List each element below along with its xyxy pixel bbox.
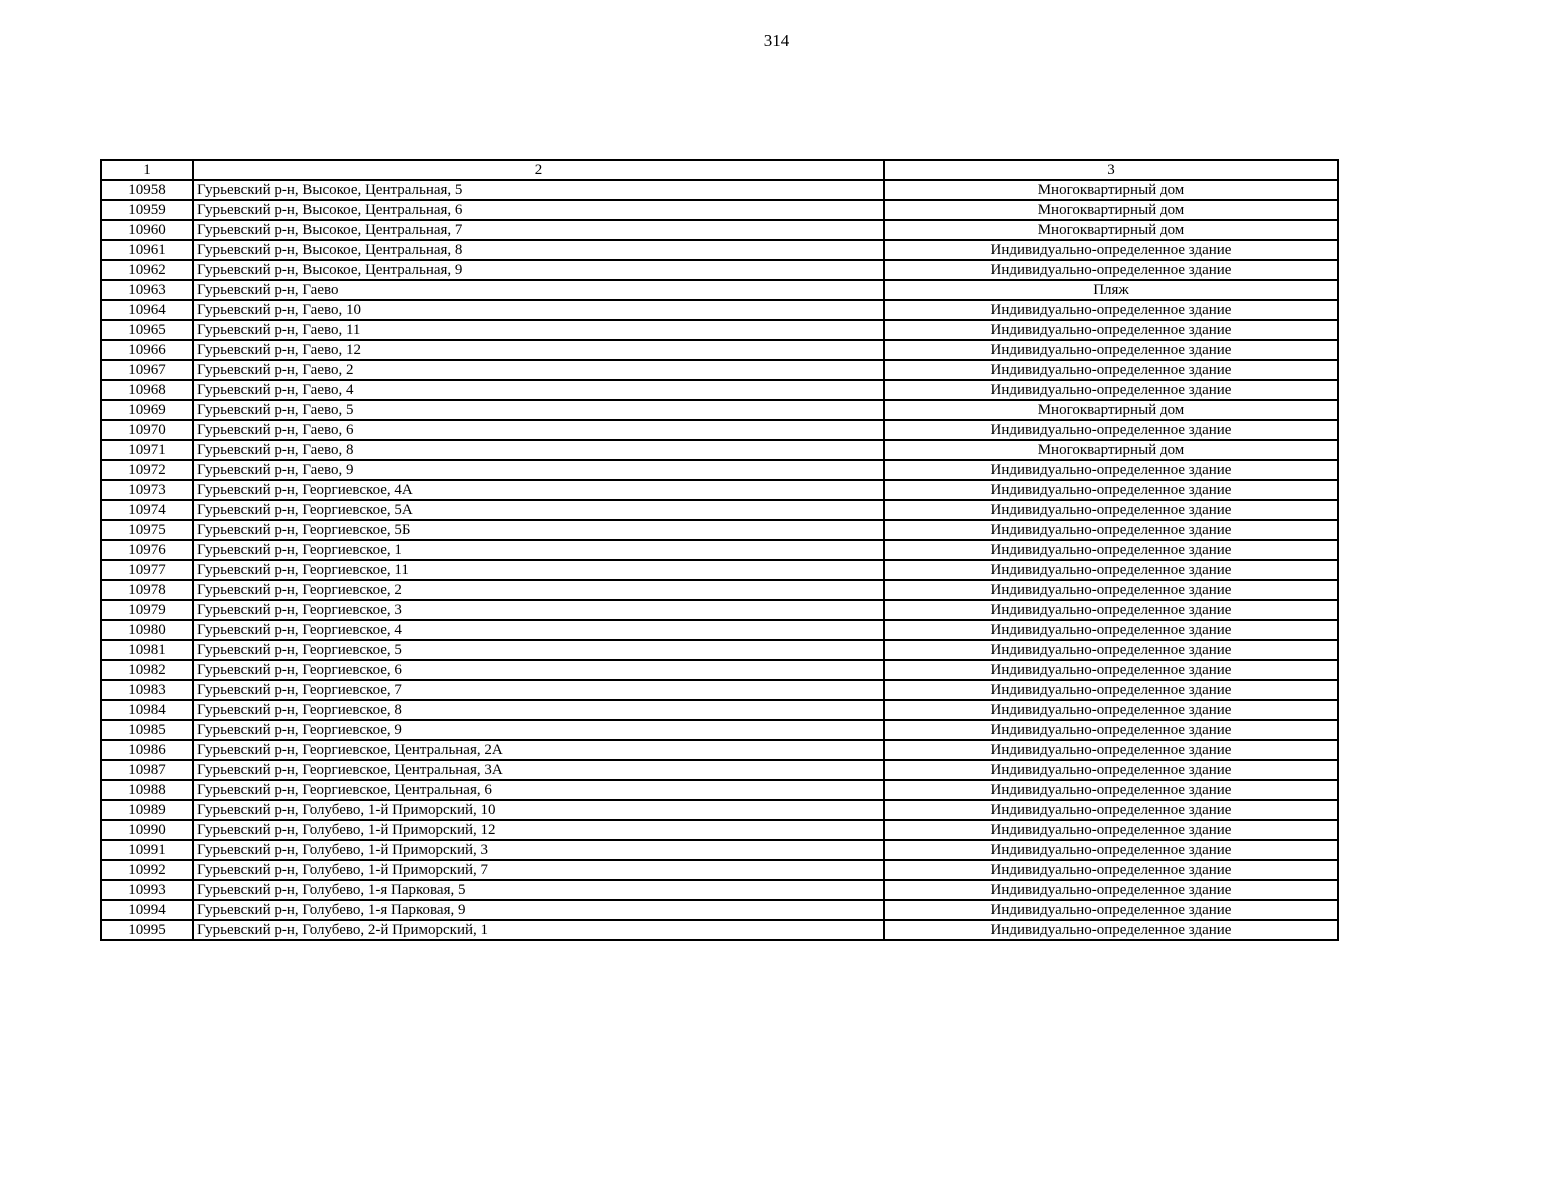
table-row: [101, 740, 1338, 760]
table-header-row: [101, 160, 1338, 180]
table-row: [101, 820, 1338, 840]
table-row: [101, 900, 1338, 920]
row-address-cell: Гурьевский р-н, Гаево, 12: [193, 340, 884, 360]
row-type-cell: Индивидуально-определенное здание: [884, 460, 1338, 480]
row-type-cell: Индивидуально-определенное здание: [884, 780, 1338, 800]
table-row: [101, 540, 1338, 560]
row-type-cell: Индивидуально-определенное здание: [884, 560, 1338, 580]
row-type-cell: Индивидуально-определенное здание: [884, 320, 1338, 340]
row-type-cell: Индивидуально-определенное здание: [884, 620, 1338, 640]
row-address-cell: Гурьевский р-н, Гаево, 6: [193, 420, 884, 440]
row-id-cell: 10968: [101, 380, 193, 400]
row-address-cell: Гурьевский р-н, Георгиевское, 6: [193, 660, 884, 680]
row-id-cell: 10990: [101, 820, 193, 840]
row-id-cell: 10972: [101, 460, 193, 480]
row-address-cell: Гурьевский р-н, Георгиевское, 4А: [193, 480, 884, 500]
row-address-cell: Гурьевский р-н, Георгиевское, 7: [193, 680, 884, 700]
table-row: [101, 560, 1338, 580]
table-row: [101, 880, 1338, 900]
row-type-cell: Индивидуально-определенное здание: [884, 240, 1338, 260]
row-address-cell: Гурьевский р-н, Высокое, Центральная, 8: [193, 240, 884, 260]
row-address-cell: Гурьевский р-н, Гаево, 9: [193, 460, 884, 480]
table-row: [101, 860, 1338, 880]
row-address-cell: Гурьевский р-н, Голубево, 1-й Приморский, 10: [193, 800, 884, 820]
row-type-cell: Индивидуально-определенное здание: [884, 660, 1338, 680]
row-id-cell: 10964: [101, 300, 193, 320]
header-col-2: 2: [193, 160, 884, 180]
table-row: [101, 280, 1338, 300]
row-type-cell: Индивидуально-определенное здание: [884, 420, 1338, 440]
row-id-cell: 10961: [101, 240, 193, 260]
row-id-cell: 10967: [101, 360, 193, 380]
row-id-cell: 10977: [101, 560, 193, 580]
row-id-cell: 10971: [101, 440, 193, 460]
row-id-cell: 10975: [101, 520, 193, 540]
table-row: [101, 360, 1338, 380]
row-address-cell: Гурьевский р-н, Гаево, 5: [193, 400, 884, 420]
row-id-cell: 10987: [101, 760, 193, 780]
row-id-cell: 10983: [101, 680, 193, 700]
row-id-cell: 10970: [101, 420, 193, 440]
row-address-cell: Гурьевский р-н, Высокое, Центральная, 9: [193, 260, 884, 280]
table-row: [101, 840, 1338, 860]
row-address-cell: Гурьевский р-н, Георгиевское, 2: [193, 580, 884, 600]
row-id-cell: 10984: [101, 700, 193, 720]
table-row: [101, 260, 1338, 280]
table-row: [101, 340, 1338, 360]
row-type-cell: Индивидуально-определенное здание: [884, 720, 1338, 740]
row-type-cell: Индивидуально-определенное здание: [884, 640, 1338, 660]
table-row: [101, 380, 1338, 400]
row-address-cell: Гурьевский р-н, Гаево, 11: [193, 320, 884, 340]
row-address-cell: Гурьевский р-н, Георгиевское, 8: [193, 700, 884, 720]
table-row: [101, 700, 1338, 720]
row-address-cell: Гурьевский р-н, Георгиевское, 5: [193, 640, 884, 660]
row-id-cell: 10989: [101, 800, 193, 820]
row-type-cell: Многоквартирный дом: [884, 400, 1338, 420]
row-type-cell: Индивидуально-определенное здание: [884, 680, 1338, 700]
row-id-cell: 10993: [101, 880, 193, 900]
row-type-cell: Индивидуально-определенное здание: [884, 360, 1338, 380]
table-row: [101, 720, 1338, 740]
row-id-cell: 10969: [101, 400, 193, 420]
table-row: [101, 300, 1338, 320]
row-id-cell: 10959: [101, 200, 193, 220]
row-type-cell: Индивидуально-определенное здание: [884, 880, 1338, 900]
row-address-cell: Гурьевский р-н, Гаево: [193, 280, 884, 300]
row-type-cell: Многоквартирный дом: [884, 200, 1338, 220]
row-type-cell: Индивидуально-определенное здание: [884, 740, 1338, 760]
row-id-cell: 10992: [101, 860, 193, 880]
table-row: [101, 400, 1338, 420]
row-type-cell: Индивидуально-определенное здание: [884, 760, 1338, 780]
table-row: [101, 580, 1338, 600]
table-row: [101, 480, 1338, 500]
row-type-cell: Индивидуально-определенное здание: [884, 300, 1338, 320]
table-row: [101, 220, 1338, 240]
table-row: [101, 760, 1338, 780]
row-address-cell: Гурьевский р-н, Голубево, 1-й Приморский, 7: [193, 860, 884, 880]
row-type-cell: Индивидуально-определенное здание: [884, 900, 1338, 920]
row-type-cell: Индивидуально-определенное здание: [884, 860, 1338, 880]
registry-table: [100, 159, 1339, 941]
row-id-cell: 10965: [101, 320, 193, 340]
row-address-cell: Гурьевский р-н, Георгиевское, 9: [193, 720, 884, 740]
row-type-cell: Индивидуально-определенное здание: [884, 540, 1338, 560]
row-address-cell: Гурьевский р-н, Голубево, 1-я Парковая, 5: [193, 880, 884, 900]
row-type-cell: Индивидуально-определенное здание: [884, 260, 1338, 280]
row-address-cell: Гурьевский р-н, Голубево, 1-й Приморский, 12: [193, 820, 884, 840]
row-address-cell: Гурьевский р-н, Георгиевское, 5А: [193, 500, 884, 520]
row-id-cell: 10985: [101, 720, 193, 740]
row-id-cell: 10962: [101, 260, 193, 280]
row-address-cell: Гурьевский р-н, Георгиевское, 3: [193, 600, 884, 620]
row-id-cell: 10982: [101, 660, 193, 680]
row-id-cell: 10991: [101, 840, 193, 860]
row-address-cell: Гурьевский р-н, Высокое, Центральная, 6: [193, 200, 884, 220]
row-address-cell: Гурьевский р-н, Гаево, 8: [193, 440, 884, 460]
row-address-cell: Гурьевский р-н, Георгиевское, Центральная, 3А: [193, 760, 884, 780]
table-row: [101, 320, 1338, 340]
row-address-cell: Гурьевский р-н, Георгиевское, 4: [193, 620, 884, 640]
row-type-cell: Индивидуально-определенное здание: [884, 820, 1338, 840]
table-row: [101, 800, 1338, 820]
row-type-cell: Индивидуально-определенное здание: [884, 380, 1338, 400]
row-address-cell: Гурьевский р-н, Голубево, 2-й Приморский, 1: [193, 920, 884, 940]
row-type-cell: Индивидуально-определенное здание: [884, 800, 1338, 820]
table-row: [101, 620, 1338, 640]
row-id-cell: 10974: [101, 500, 193, 520]
row-id-cell: 10980: [101, 620, 193, 640]
row-id-cell: 10973: [101, 480, 193, 500]
row-id-cell: 10981: [101, 640, 193, 660]
table-row: [101, 640, 1338, 660]
row-address-cell: Гурьевский р-н, Гаево, 2: [193, 360, 884, 380]
table-row: [101, 180, 1338, 200]
row-address-cell: Гурьевский р-н, Георгиевское, Центральная, 6: [193, 780, 884, 800]
table-row: [101, 460, 1338, 480]
row-address-cell: Гурьевский р-н, Высокое, Центральная, 7: [193, 220, 884, 240]
row-type-cell: Индивидуально-определенное здание: [884, 340, 1338, 360]
table-row: [101, 680, 1338, 700]
row-address-cell: Гурьевский р-н, Гаево, 4: [193, 380, 884, 400]
row-type-cell: Индивидуально-определенное здание: [884, 520, 1338, 540]
header-col-3: 3: [884, 160, 1338, 180]
row-type-cell: Многоквартирный дом: [884, 180, 1338, 200]
row-address-cell: Гурьевский р-н, Георгиевское, 1: [193, 540, 884, 560]
row-id-cell: 10963: [101, 280, 193, 300]
row-id-cell: 10958: [101, 180, 193, 200]
row-address-cell: Гурьевский р-н, Голубево, 1-й Приморский, 3: [193, 840, 884, 860]
table-row: [101, 240, 1338, 260]
row-id-cell: 10966: [101, 340, 193, 360]
row-id-cell: 10995: [101, 920, 193, 940]
table-row: [101, 200, 1338, 220]
table-row: [101, 500, 1338, 520]
row-id-cell: 10986: [101, 740, 193, 760]
row-id-cell: 10988: [101, 780, 193, 800]
table-row: [101, 660, 1338, 680]
row-address-cell: Гурьевский р-н, Высокое, Центральная, 5: [193, 180, 884, 200]
table-row: [101, 520, 1338, 540]
table-row: [101, 600, 1338, 620]
table-row: [101, 420, 1338, 440]
row-type-cell: Индивидуально-определенное здание: [884, 580, 1338, 600]
row-type-cell: Индивидуально-определенное здание: [884, 840, 1338, 860]
row-id-cell: 10976: [101, 540, 193, 560]
table-body: [101, 180, 1338, 940]
row-address-cell: Гурьевский р-н, Голубево, 1-я Парковая, 9: [193, 900, 884, 920]
row-type-cell: Индивидуально-определенное здание: [884, 600, 1338, 620]
row-type-cell: Многоквартирный дом: [884, 440, 1338, 460]
page-number: 314: [763, 31, 790, 50]
row-address-cell: Гурьевский р-н, Георгиевское, Центральная, 2А: [193, 740, 884, 760]
row-id-cell: 10978: [101, 580, 193, 600]
table-row: [101, 440, 1338, 460]
row-id-cell: 10979: [101, 600, 193, 620]
row-id-cell: 10994: [101, 900, 193, 920]
row-type-cell: Индивидуально-определенное здание: [884, 480, 1338, 500]
row-address-cell: Гурьевский р-н, Гаево, 10: [193, 300, 884, 320]
table-row: [101, 780, 1338, 800]
row-address-cell: Гурьевский р-н, Георгиевское, 11: [193, 560, 884, 580]
row-type-cell: Индивидуально-определенное здание: [884, 920, 1338, 940]
row-type-cell: Индивидуально-определенное здание: [884, 500, 1338, 520]
row-type-cell: Пляж: [884, 280, 1338, 300]
row-type-cell: Многоквартирный дом: [884, 220, 1338, 240]
table-row: [101, 920, 1338, 940]
row-id-cell: 10960: [101, 220, 193, 240]
header-col-1: 1: [101, 160, 193, 180]
row-type-cell: Индивидуально-определенное здание: [884, 700, 1338, 720]
row-address-cell: Гурьевский р-н, Георгиевское, 5Б: [193, 520, 884, 540]
